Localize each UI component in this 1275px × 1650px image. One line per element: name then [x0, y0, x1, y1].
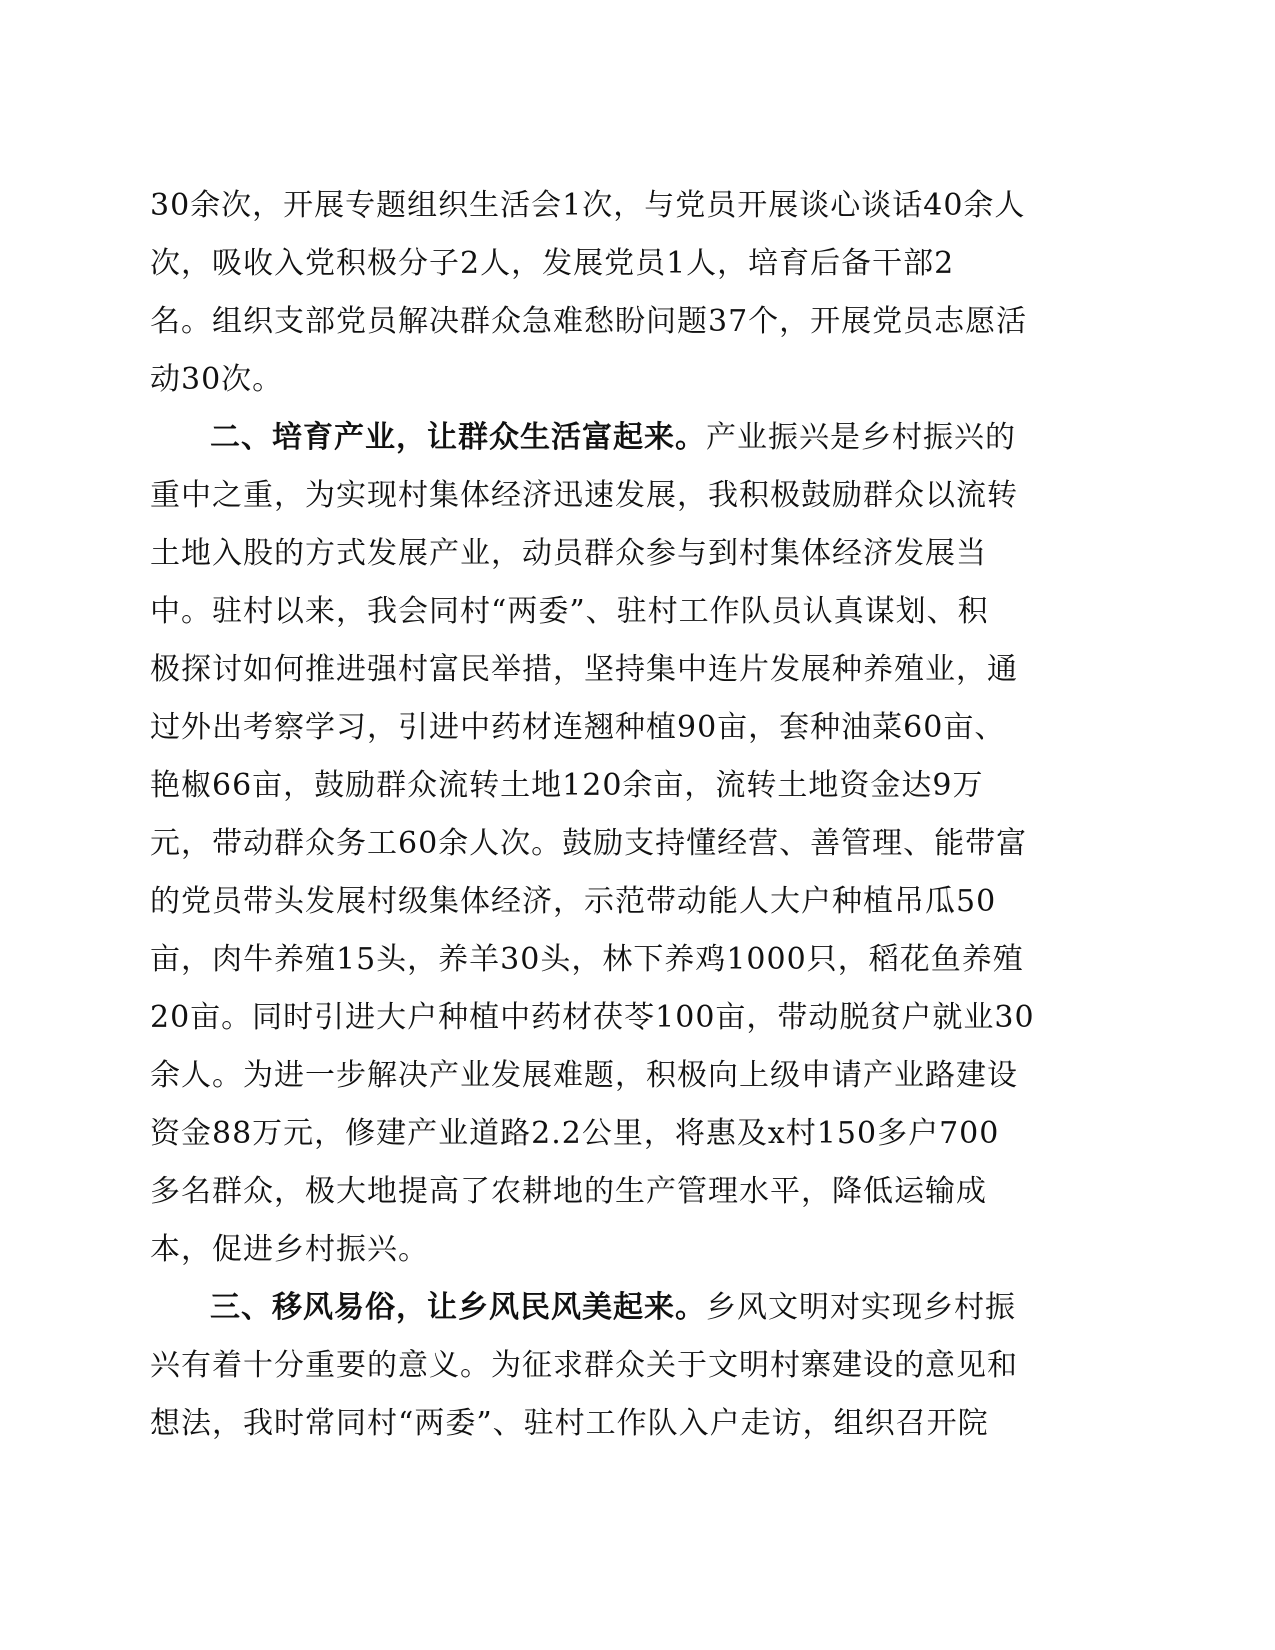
- text-line: 余人。为进一步解决产业发展难题，积极向上级申请产业路建设: [150, 1058, 1018, 1093]
- text-line: 名。组织支部党员解决群众急难愁盼问题37个，开展党员志愿活: [150, 304, 1028, 339]
- text-line: 动30次。: [150, 362, 284, 397]
- text-line: 想法，我时常同村“两委”、驻村工作队入户走访，组织召开院: [150, 1406, 989, 1441]
- text-line: 过外出考察学习，引进中药材连翘种植90亩，套种油菜60亩、: [150, 710, 1006, 745]
- text-line: 兴有着十分重要的意义。为征求群众关于文明村寨建设的意见和: [150, 1348, 1018, 1383]
- paragraph-party-building-continued: [150, 177, 1055, 409]
- text-line: 土地入股的方式发展产业，动员群众参与到村集体经济发展当: [150, 536, 987, 571]
- text-line: 次，吸收入党积极分子2人，发展党员1人，培育后备干部2: [150, 246, 955, 281]
- document-body: [150, 177, 1055, 1453]
- text-line: 本，促进乡村振兴。: [150, 1232, 429, 1267]
- text-line: 重中之重，为实现村集体经济迅速发展，我积极鼓励群众以流转: [150, 478, 1018, 513]
- text-line: 资金88万元，修建产业道路2.2公里，将惠及x村150多户700: [150, 1116, 1000, 1151]
- paragraph-first-line: [150, 409, 1055, 467]
- paragraph-customs: [150, 1279, 1055, 1453]
- text-line: 多名群众，极大地提高了农耕地的生产管理水平，降低运输成: [150, 1174, 987, 1209]
- text-line: 亩，肉牛养殖15头，养羊30头，林下养鸡1000只，稻花鱼养殖: [150, 942, 1024, 977]
- text-line: 的党员带头发展村级集体经济，示范带动能人大户种植吊瓜50: [150, 884, 997, 919]
- text-line: 中。驻村以来，我会同村“两委”、驻村工作队员认真谋划、积: [150, 594, 989, 629]
- text-run: 乡风文明对实现乡村振: [706, 1290, 1016, 1325]
- section-heading: 三、移风易俗，让乡风民风美起来。: [210, 1290, 706, 1325]
- text-line: 30余次，开展专题组织生活会1次，与党员开展谈心谈话40余人: [150, 188, 1026, 223]
- text-line: 20亩。同时引进大户种植中药材茯苓100亩，带动脱贫户就业30: [150, 1000, 1035, 1035]
- text-line: 艳椒66亩，鼓励群众流转土地120余亩，流转土地资金达9万: [150, 768, 984, 803]
- section-heading: 二、培育产业，让群众生活富起来。: [210, 420, 706, 455]
- text-run: 产业振兴是乡村振兴的: [706, 420, 1016, 455]
- text-line: 极探讨如何推进强村富民举措，坚持集中连片发展种养殖业，通: [150, 652, 1018, 687]
- paragraph-first-line: [150, 1279, 1055, 1337]
- paragraph-industry: [150, 409, 1055, 1279]
- text-line: 元，带动群众务工60余人次。鼓励支持懂经营、善管理、能带富: [150, 826, 1028, 861]
